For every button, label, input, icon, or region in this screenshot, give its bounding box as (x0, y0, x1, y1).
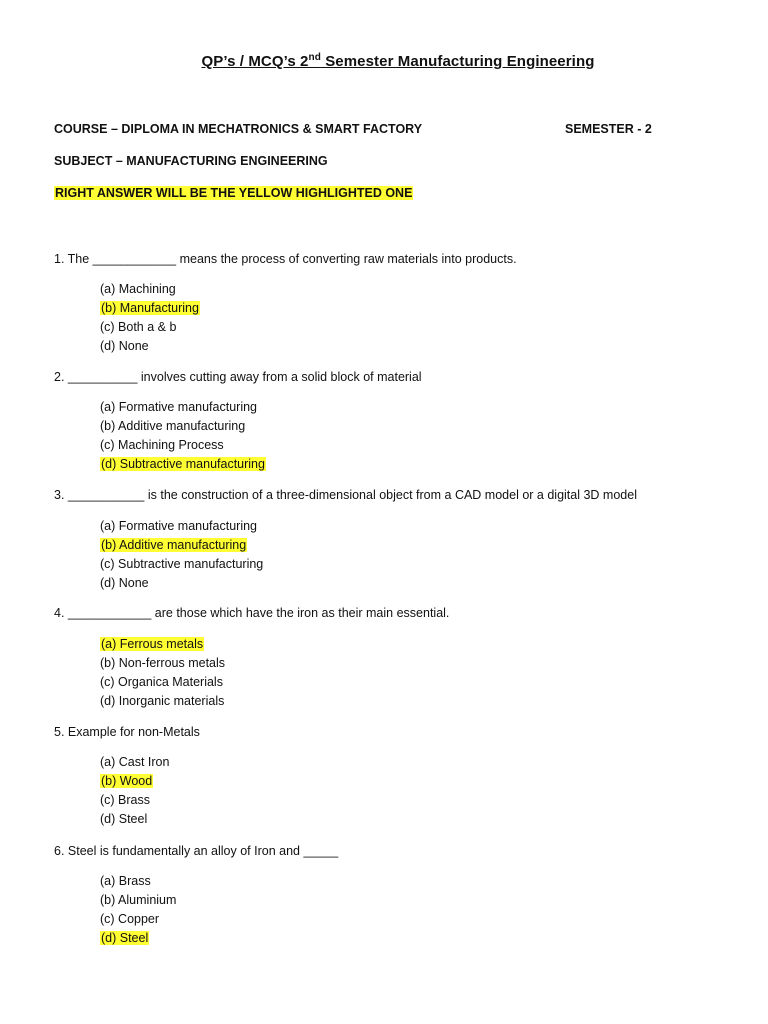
option-1-a: (a) Machining (100, 282, 176, 296)
option-3-c: (c) Subtractive manufacturing (100, 557, 264, 571)
option-6-a: (a) Brass (100, 874, 151, 888)
options-list-1 (100, 280, 200, 356)
title-superscript: nd (308, 52, 321, 63)
title-suffix: Semester Manufacturing Engineering (320, 53, 595, 70)
option-1-c: (c) Both a & b (100, 320, 177, 334)
title-prefix: QP’s / MCQ’s 2 (201, 53, 309, 70)
course-line: COURSE – DIPLOMA IN MECHATRONICS & SMART FACTORY (54, 122, 423, 136)
option-2-a: (a) Formative manufacturing (100, 400, 258, 414)
option-4-a: (a) Ferrous metals (101, 637, 204, 651)
option-3-a: (a) Formative manufacturing (100, 519, 258, 533)
option-6-c: (c) Copper (100, 912, 160, 926)
option-1-d: (d) None (100, 339, 149, 353)
option-5-b: (b) Wood (101, 774, 153, 788)
question-5: 5. Example for non-Metals (54, 725, 200, 739)
option-4-b: (b) Non-ferrous metals (100, 656, 226, 670)
option-5-c: (c) Brass (100, 793, 150, 807)
option-6-b: (b) Aluminium (100, 893, 177, 907)
option-3-b: (b) Additive manufacturing (101, 538, 247, 552)
options-list-2 (100, 398, 266, 474)
question-6: 6. Steel is fundamentally an alloy of Iron and _____ (54, 844, 339, 858)
option-5-d: (d) Steel (100, 812, 148, 826)
question-2: 2. __________ involves cutting away from a solid block of material (54, 370, 422, 384)
options-list-3 (100, 517, 263, 593)
option-2-c: (c) Machining Process (100, 438, 224, 452)
semester-label: SEMESTER - 2 (565, 122, 652, 136)
option-4-d: (d) Inorganic materials (100, 694, 225, 708)
subject-line: SUBJECT – MANUFACTURING ENGINEERING (54, 154, 328, 168)
options-list-5 (100, 753, 169, 829)
option-4-c: (c) Organica Materials (100, 675, 223, 689)
option-5-a: (a) Cast Iron (100, 755, 170, 769)
page-title (0, 52, 768, 70)
question-1: 1. The ____________ means the process of converting raw materials into products. (54, 252, 517, 266)
question-3: 3. ___________ is the construction of a three-dimensional object from a CAD model or a digital 3D model (54, 488, 637, 502)
question-4: 4. ____________ are those which have the iron as their main essential. (54, 606, 450, 620)
option-2-d: (d) Subtractive manufacturing (101, 457, 265, 471)
option-6-d: (d) Steel (101, 931, 149, 945)
option-1-b: (b) Manufacturing (101, 301, 199, 315)
option-3-d: (d) None (100, 576, 149, 590)
option-2-b: (b) Additive manufacturing (100, 419, 246, 433)
answer-note: RIGHT ANSWER WILL BE THE YELLOW HIGHLIGHTED ONE (55, 186, 413, 200)
options-list-4 (100, 635, 225, 711)
options-list-6 (100, 872, 176, 948)
